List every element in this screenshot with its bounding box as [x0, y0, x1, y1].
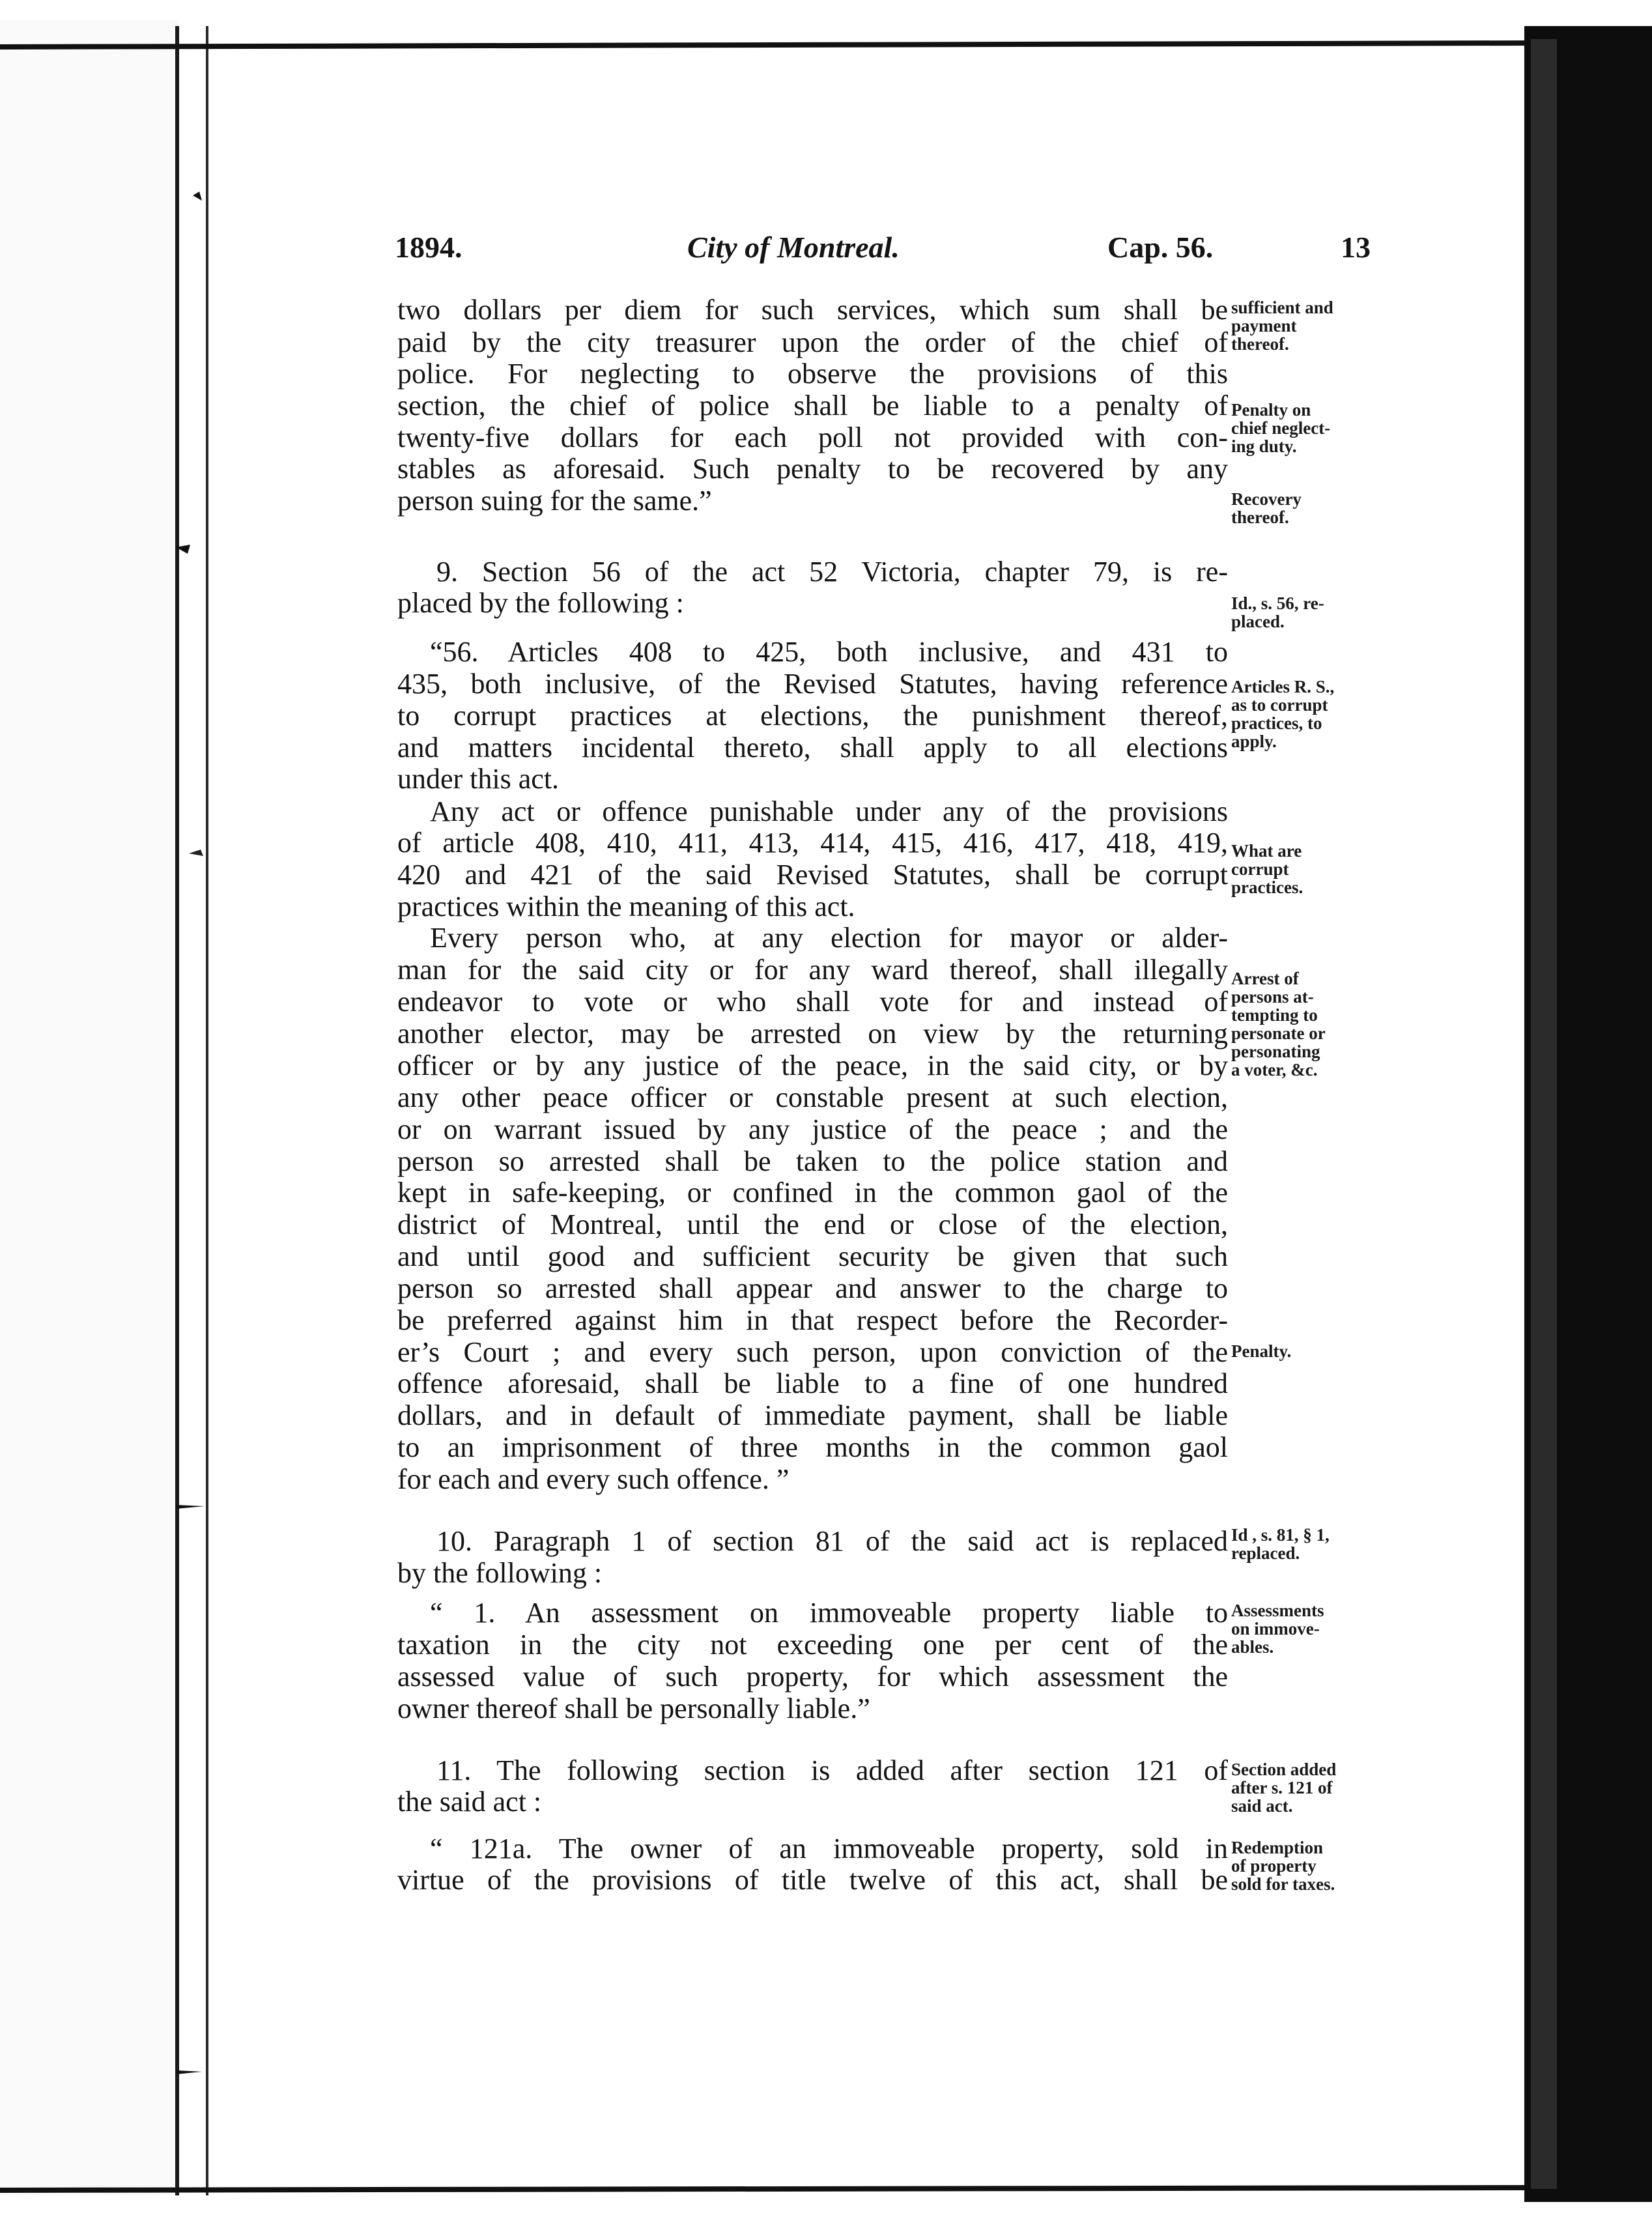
text-line: to corrupt practices at elections, the punishment thereof,	[397, 700, 1228, 732]
text-line: “ 1. An assessment on immoveable property liable to	[430, 1597, 1228, 1629]
section-heading-9: 9. Section 56 of the act 52 Victoria, chapter 79, is re-	[436, 556, 1228, 588]
text-line: person so arrested shall appear and answer to the charge to	[397, 1272, 1228, 1304]
text-line: assessed value of such property, for which assessment the	[397, 1661, 1228, 1693]
text-line: Any act or offence punishable under any of the provisions	[430, 795, 1228, 827]
text-line: 435, both inclusive, of the Revised Statutes, having reference	[397, 668, 1228, 700]
text-line: kept in safe-keeping, or confined in the common gaol of the	[397, 1177, 1228, 1208]
header-year: 1894.	[395, 231, 463, 264]
header-title: City of Montreal.	[687, 231, 900, 264]
text-line: man for the said city or for any ward thereof, shall illegally	[397, 954, 1228, 986]
text-line: person suing for the same.”	[397, 485, 712, 517]
margin-note-section-added: Section added after s. 121 of said act.	[1231, 1760, 1337, 1816]
text-line: under this act.	[397, 763, 560, 795]
section-heading-11: 11. The following section is added after section 121 of	[436, 1754, 1228, 1786]
text-line: virtue of the provisions of title twelve of this act, shall be	[397, 1864, 1228, 1896]
margin-note-arrest: Arrest of persons at- tempting to personate or personating a voter, &c.	[1231, 969, 1326, 1079]
text-line: the said act :	[397, 1786, 542, 1818]
text-line: twenty-five dollars for each poll not provided with con-	[397, 422, 1228, 453]
margin-note-s56-replaced: Id., s. 56, re- placed.	[1231, 593, 1324, 631]
text-line: and matters incidental thereto, shall apply to all elections	[397, 732, 1228, 764]
margin-note-assessments: Assessments on immove- ables.	[1231, 1601, 1324, 1657]
text-line: another elector, may be arrested on view by the returning	[397, 1018, 1228, 1050]
text-line: “56. Articles 408 to 425, both inclusive, and 431 to	[430, 636, 1228, 668]
section-heading-10: 10. Paragraph 1 of section 81 of the said act is replaced	[436, 1525, 1228, 1557]
text-line: for each and every such offence. ”	[397, 1463, 790, 1495]
margin-note-articles-rs: Articles R. S., as to corrupt practices, to apply.	[1231, 677, 1335, 751]
text-line: to an imprisonment of three months in the common gaol	[397, 1431, 1228, 1463]
text-line: offence aforesaid, shall be liable to a fine of one hundred	[397, 1367, 1228, 1399]
text-line: dollars, and in default of immediate payment, shall be liable	[397, 1399, 1228, 1431]
text-line: stables as aforesaid. Such penalty to be recovered by any	[397, 453, 1228, 485]
text-line: or on warrant issued by any justice of the peace ; and the	[397, 1113, 1228, 1145]
text-line: owner thereof shall be personally liable.”	[397, 1693, 870, 1724]
text-line: officer or by any justice of the peace, in the said city, or by	[397, 1050, 1228, 1081]
header-chapter: Cap. 56.	[1107, 231, 1214, 264]
text-line: Every person who, at any election for mayor or alder-	[430, 922, 1228, 954]
page-number: 13	[1341, 231, 1371, 264]
margin-note-penalty: Penalty.	[1231, 1341, 1292, 1361]
text-line: two dollars per diem for such services, which sum shall be	[397, 294, 1228, 326]
text-line: police. For neglecting to observe the provisions of this	[397, 358, 1228, 390]
text-line: section, the chief of police shall be liable to a penalty of	[397, 390, 1228, 422]
text-line: by the following :	[397, 1557, 603, 1589]
margin-note-payment: sufficient and payment thereof.	[1231, 298, 1333, 354]
text-line: and until good and sufficient security be given that such	[397, 1240, 1228, 1272]
margin-note-recovery: Recovery thereof.	[1231, 489, 1302, 527]
text-line: person so arrested shall be taken to the police station and	[397, 1145, 1228, 1177]
margin-note-penalty-chief: Penalty on chief neglect- ing duty.	[1231, 400, 1331, 456]
text-line: be preferred against him in that respect before the Recorder-	[397, 1304, 1228, 1336]
text-line: taxation in the city not exceeding one per cent of the	[397, 1629, 1228, 1661]
margin-note-s81-replaced: Id , s. 81, § 1, replaced.	[1231, 1525, 1330, 1563]
text-line: paid by the city treasurer upon the order of the chief of	[397, 326, 1228, 358]
margin-note-corrupt-practices: What are corrupt practices.	[1231, 841, 1303, 897]
text-line: practices within the meaning of this act.	[397, 891, 855, 922]
text-line: placed by the following :	[397, 587, 684, 619]
text-line: any other peace officer or constable present at such election,	[397, 1081, 1228, 1113]
text-line: “ 121a. The owner of an immoveable property, sold in	[430, 1833, 1228, 1865]
text-line: district of Montreal, until the end or close of the election,	[397, 1208, 1228, 1240]
text-line: of article 408, 410, 411, 413, 414, 415, 416, 417, 418, 419,	[397, 827, 1228, 859]
text-line: endeavor to vote or who shall vote for and instead of	[397, 986, 1228, 1018]
text-line: 420 and 421 of the said Revised Statutes, shall be corrupt	[397, 859, 1228, 891]
text-line: er’s Court ; and every such person, upon conviction of the	[397, 1336, 1228, 1368]
margin-note-redemption: Redemption of property sold for taxes.	[1231, 1838, 1335, 1894]
